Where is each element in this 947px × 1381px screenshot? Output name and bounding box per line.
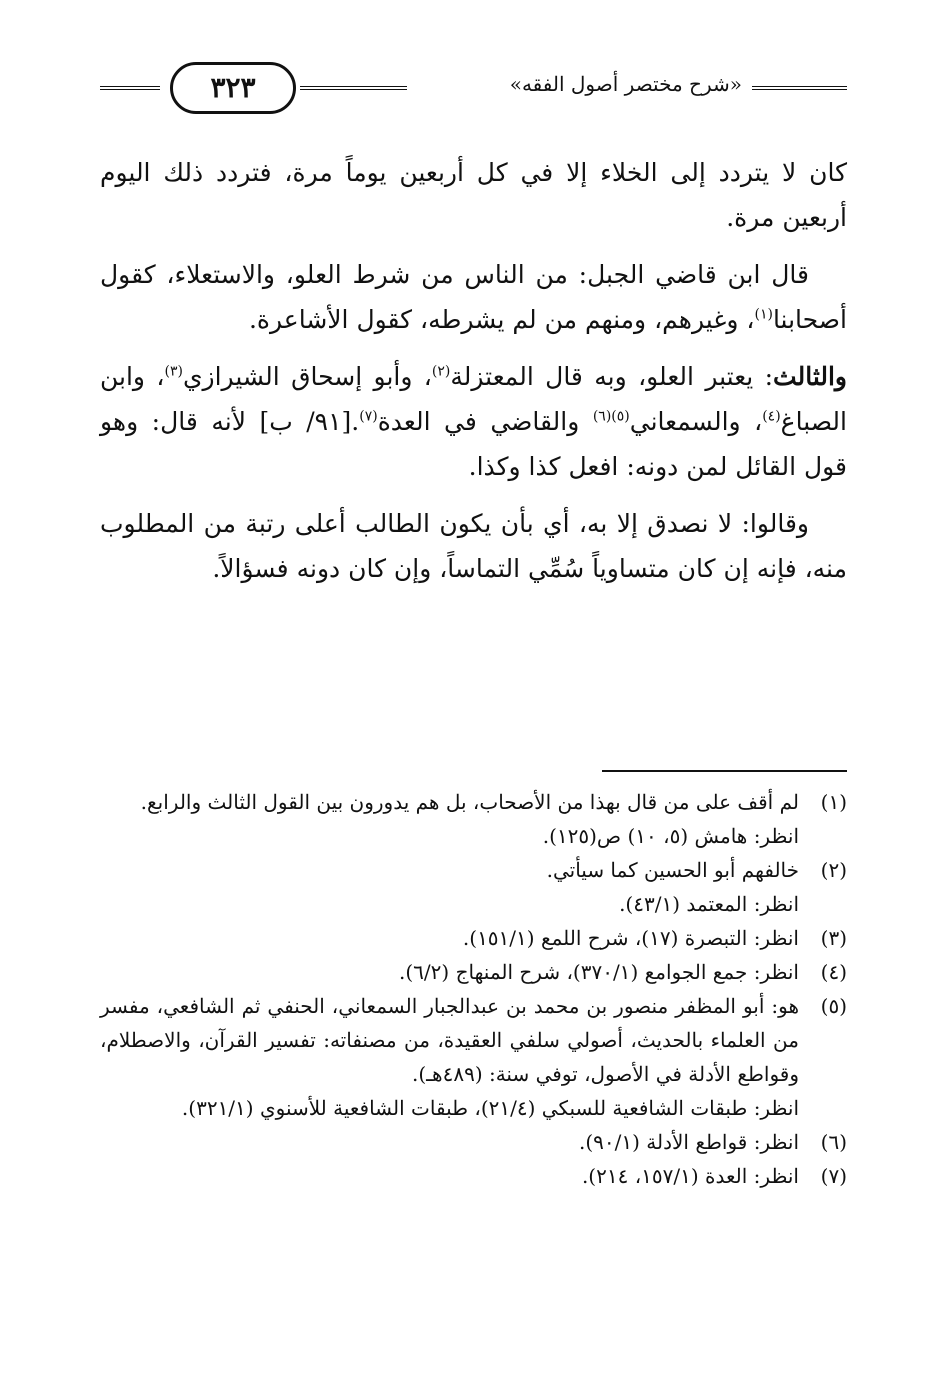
- footnote-number: (٦): [820, 1130, 847, 1154]
- paragraph-2-part-1: قال ابن قاضي الجبل: من الناس من شرط العلو، والاستعلاء، كقول أصحابنا: [100, 260, 847, 334]
- paragraph-3-part-1: : يعتبر العلو، وبه قال المعتزلة: [450, 362, 774, 391]
- footnote-text: [100, 921, 799, 955]
- footnote-number: (٧): [820, 1164, 847, 1188]
- footnote-line: انظر: العدة (١٥٧/١، ٢١٤).: [581, 1164, 799, 1188]
- paragraph-1: كان لا يتردد إلى الخلاء إلا في كل أربعين يوماً مرة، فتردد ذلك اليوم أربعين مرة.: [100, 158, 847, 232]
- footnote-1: [100, 785, 847, 853]
- paragraph-2-part-2: ، وغيرهم، ومنهم من لم يشرطه، كقول الأشاعرة.: [248, 305, 755, 334]
- footnote-line: انظر: المعتمد (٤٣/١).: [619, 892, 799, 916]
- paragraph-3-part-2: ، وأبو إسحاق الشيرازي: [182, 362, 432, 391]
- main-text: [100, 150, 847, 603]
- footnote-line: انظر: جمع الجوامع (٣٧٠/١)، شرح المنهاج (٦/٢).: [399, 960, 799, 984]
- footnote-number: (١): [820, 790, 847, 814]
- footnote-ref-2: (٢): [431, 363, 451, 380]
- footnote-number: (٥): [820, 994, 847, 1018]
- book-title: «شرح مختصر أصول الفقه»: [509, 72, 742, 96]
- footnote-text: [100, 785, 799, 853]
- footnote-text: [100, 1159, 799, 1193]
- footnote-number: (٤): [820, 960, 847, 984]
- paragraph-3-part-5: والقاضي في العدة: [377, 407, 593, 436]
- footnote-4: [100, 955, 847, 989]
- header-rule-left: [100, 86, 160, 90]
- footnote-text: [100, 955, 799, 989]
- footnotes: [100, 785, 847, 1193]
- footnote-number: (٣): [820, 926, 847, 950]
- paragraph-3: [100, 354, 847, 489]
- footnote-line: انظر: طبقات الشافعية للسبكي (٢١/٤)، طبقات الشافعية للأسنوي (٣٢١/١).: [181, 1096, 799, 1120]
- paragraph-3-lead: والثالث: [773, 362, 848, 391]
- footnote-ref-1: (١): [754, 306, 773, 323]
- footnote-5: [100, 989, 847, 1125]
- paragraph-2: [100, 252, 847, 342]
- footnote-text: [100, 853, 799, 921]
- paragraph-3-part-6: .[٩١/ ب] لأنه قال: وهو قول القائل لمن دونه: افعل كذا وكذا.: [100, 407, 847, 481]
- footnote-text: [100, 989, 799, 1125]
- footnote-line: خالفهم أبو الحسين كما سيأتي.: [546, 858, 799, 882]
- footnote-ref-6: (٦): [592, 408, 612, 425]
- page-header: [100, 58, 847, 118]
- paragraph-3-part-3: ، وابن الصباغ: [100, 362, 847, 436]
- header-rule-middle: [300, 86, 407, 90]
- footnote-ref-5: (٥): [611, 408, 630, 425]
- footnote-6: [100, 1125, 847, 1159]
- footnote-line: لم أقف على من قال بهذا من الأصحاب، بل هم يدورون بين القول الثالث والرابع.: [140, 790, 799, 814]
- footnote-line: انظر: التبصرة (١٧)، شرح اللمع (١٥١/١).: [462, 926, 799, 950]
- paragraph-3-part-4: ، والسمعاني: [629, 407, 763, 436]
- footnote-7: [100, 1159, 847, 1193]
- header-rule-right: [752, 86, 847, 90]
- footnote-line: انظر: قواطع الأدلة (٩٠/١).: [578, 1130, 799, 1154]
- footnote-line: انظر: هامش (٥، ١٠) ص(١٢٥).: [542, 824, 799, 848]
- footnote-number: (٢): [820, 858, 847, 882]
- footnote-3: [100, 921, 847, 955]
- footnote-line: هو: أبو المظفر منصور بن محمد بن عبدالجبار السمعاني، الحنفي ثم الشافعي، مفسر من العلماء بالحديث، أصولي سلفي العقيدة، من مصنفاته: تفسير القرآن، والاصطلام، وقواطع الأدلة في الأصول، توفي سنة: (٤٨٩هـ).: [100, 994, 799, 1086]
- paragraph-4: وقالوا: لا نصدق إلا به، أي بأن يكون الطالب أعلى رتبة من المطلوب منه، فإنه إن كان متساوياً سُمِّي التماساً، وإن كان دونه فسؤالاً.: [100, 509, 847, 583]
- footnote-ref-3: (٣): [164, 363, 183, 380]
- footnote-text: [100, 1125, 799, 1159]
- page-number: ٣٢٣: [170, 62, 296, 114]
- footnote-ref-4: (٤): [762, 408, 781, 425]
- footnote-ref-7: (٧): [359, 408, 378, 425]
- footnote-separator: [602, 770, 847, 772]
- footnote-2: [100, 853, 847, 921]
